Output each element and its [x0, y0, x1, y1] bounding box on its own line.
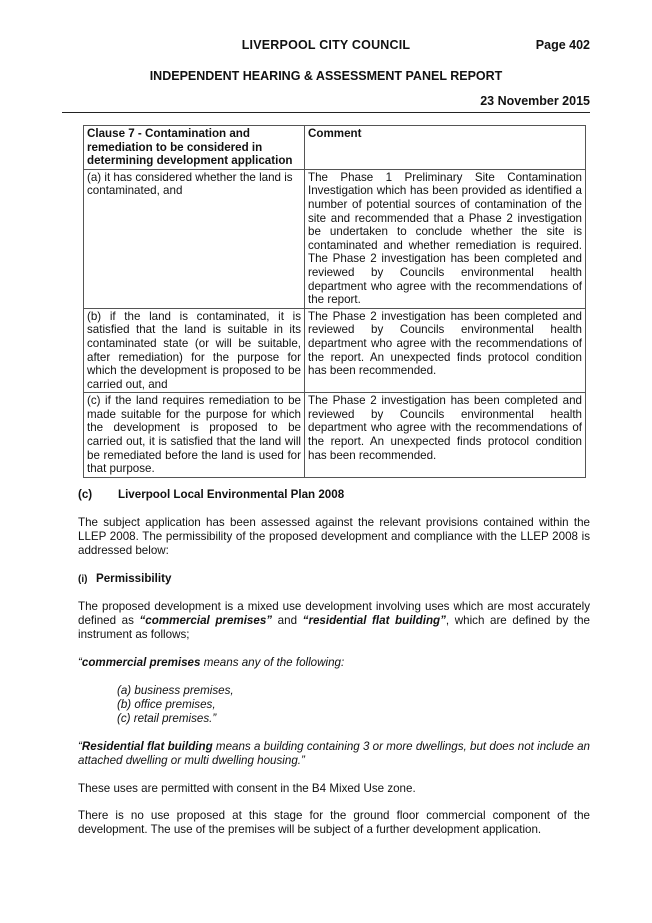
- para-start: The proposed development is a mixed use development involving uses which are most accurately defined as: [78, 600, 590, 627]
- section-c-label: (c): [78, 488, 93, 501]
- section-i-title: Permissibility: [96, 572, 172, 585]
- definition-list: [117, 684, 234, 726]
- table-header-row: [84, 126, 586, 170]
- header-divider: [62, 112, 590, 113]
- permissibility-paragraph: [78, 600, 590, 642]
- def1-open-quote: “: [78, 656, 82, 669]
- comment-cell: The Phase 2 investigation has been completed and reviewed by Councils environmental health department who agree with the recommendations of the report. An unexpected finds protocol condition has been recommended.: [305, 308, 586, 393]
- clause-cell: (b) if the land is contaminated, it is satisfied that the land is suitable in its contaminated state (or will be suitable, after remediation) for the purpose for which the development is proposed to be carried out, and: [84, 308, 305, 393]
- page-header: [0, 38, 652, 56]
- term-commercial-premises: “commercial premises”: [139, 614, 273, 627]
- def2-term: Residential flat building: [81, 740, 213, 753]
- def1-term: commercial premises: [81, 656, 201, 669]
- para-end: , which are defined by the instrument as follows;: [78, 614, 590, 641]
- section-c-heading: [78, 488, 344, 501]
- report-date: 23 November 2015: [480, 94, 590, 108]
- section-i-heading: [78, 572, 171, 585]
- def2-open-quote: “: [78, 740, 82, 753]
- clause-cell: (c) if the land requires remediation to be made suitable for the purpose for which the development is proposed to be carried out, it is satisfied that the land will be remediated before the land is used for that purpose.: [84, 393, 305, 478]
- page-number: Page 402: [535, 38, 590, 52]
- residential-flat-building-definition: [78, 740, 590, 768]
- section-c-title: Liverpool Local Environmental Plan 2008: [118, 488, 345, 501]
- comment-cell: The Phase 1 Preliminary Site Contamination Investigation which has been provided as identified a number of potential sources of contamination of the site and recommended that a Phase 2 investigation be undertaken to conclude whether the site is contaminated and whether remediation is required. The Phase 2 investigation has been completed and reviewed by Councils environmental health department who agree with the recommendations of the report.: [305, 169, 586, 308]
- list-item: (c) retail premises.”: [117, 712, 217, 725]
- table-header-comment: Comment: [305, 126, 586, 170]
- table-row: [84, 308, 586, 393]
- def1-rest: means any of the following:: [200, 656, 345, 669]
- list-item: (b) office premises,: [117, 698, 216, 711]
- council-name: LIVERPOOL CITY COUNCIL: [241, 38, 411, 52]
- llep-paragraph: The subject application has been assessed against the relevant provisions contained within the LLEP 2008. The permissibility of the proposed development and compliance with the LLEP 2008 is addressed below:: [78, 516, 590, 557]
- table-row: [84, 169, 586, 308]
- clause-cell: (a) it has considered whether the land is contaminated, and: [84, 169, 305, 308]
- report-title: INDEPENDENT HEARING & ASSESSMENT PANEL REPORT: [149, 69, 503, 83]
- comment-cell: The Phase 2 investigation has been completed and reviewed by Councils environmental health department who agree with the recommendations of the report. An unexpected finds protocol condition has been recommended.: [305, 393, 586, 478]
- def2-rest: means a building containing 3 or more dwellings, but does not include an attached dwelling or multi dwelling housing.”: [78, 740, 590, 767]
- term-residential-flat-building: “residential flat building”: [302, 614, 446, 627]
- table-header-clause: Clause 7 - Contamination and remediation to be considered in determining development application: [84, 126, 305, 170]
- section-i-label: (i): [78, 574, 88, 585]
- table-row: [84, 393, 586, 478]
- commercial-premises-definition: [78, 656, 590, 670]
- list-item: (a) business premises,: [117, 684, 234, 697]
- permitted-use-paragraph: These uses are permitted with consent in the B4 Mixed Use zone.: [78, 782, 416, 795]
- closing-paragraph: There is no use proposed at this stage for the ground floor commercial component of the development. The use of the premises will be subject of a further development application.: [78, 809, 590, 836]
- para-and: and: [272, 614, 303, 627]
- clause-7-table: [83, 125, 586, 478]
